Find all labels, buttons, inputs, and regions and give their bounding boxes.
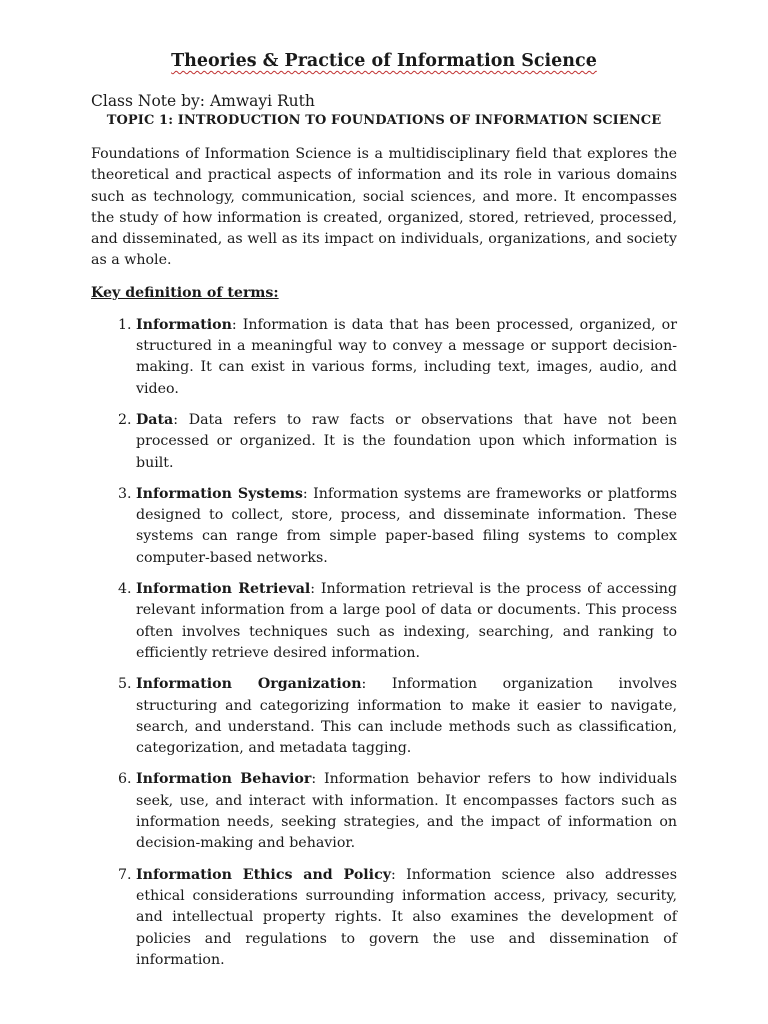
topic-heading: TOPIC 1: INTRODUCTION TO FOUNDATIONS OF INFORMATION SCIENCE [106, 113, 662, 128]
document-title-text: Theories & Practice of Information Science [171, 51, 597, 71]
list-item [136, 484, 677, 569]
term-definition: : Information is data that has been processed, organized, or structured in a meaningful way to convey a message or support decision-making. It can exist in various forms, including text, images, audio, and video. [136, 316, 677, 397]
list-item [136, 579, 677, 664]
terms-list [91, 315, 677, 971]
term-definition: : Information organization involves structuring and categorizing information to make it easier to navigate, search, and understand. This can include methods such as classification, categorization, and metadata tagging. [136, 676, 677, 757]
term-name: Information Retrieval [136, 581, 311, 598]
term-name: Information Organization [136, 676, 362, 693]
author-line: Class Note by: Amwayi Ruth [91, 92, 315, 110]
list-item [136, 410, 677, 474]
term-name: Information Systems [136, 485, 303, 502]
intro-paragraph: Foundations of Information Science is a multidisciplinary field that explores the theoretical and practical aspects of information and its role in various domains such as technology, communication, social sciences, and more. It encompasses the study of how information is created, organized, stored, retrieved, processed, and disseminated, as well as its impact on individuals, organizations, and society as a whole. [91, 146, 677, 269]
term-name: Information [136, 316, 232, 333]
key-terms-heading: Key definition of terms: [91, 284, 279, 301]
document-title [91, 48, 677, 74]
term-definition: : Information science also addresses ethical considerations surrounding information access, privacy, security, and intellectual property rights. It also examines the development of policies and regulations to govern the use and dissemination of information. [136, 866, 677, 968]
term-definition: : Information behavior refers to how individuals seek, use, and interact with information. It encompasses factors such as information needs, seeking strategies, and the impact of information on decision-making and behavior. [136, 771, 677, 852]
list-item [136, 769, 677, 854]
list-item [136, 315, 677, 400]
term-definition: : Data refers to raw facts or observations that have not been processed or organized. It is the foundation upon which information is built. [136, 411, 677, 471]
term-definition: : Information retrieval is the process of accessing relevant information from a large pool of data or documents. This process often involves techniques such as indexing, searching, and ranking to efficiently retrieve desired information. [136, 581, 677, 661]
list-item [136, 674, 677, 759]
term-name: Information Behavior [136, 771, 312, 788]
term-name: Information Ethics and Policy [136, 866, 391, 883]
term-name: Data [136, 411, 174, 428]
list-item [136, 865, 677, 971]
term-definition: : Information systems are frameworks or platforms designed to collect, store, process, and disseminate information. These systems can range from simple paper-based filing systems to complex computer-based networks. [136, 485, 677, 566]
